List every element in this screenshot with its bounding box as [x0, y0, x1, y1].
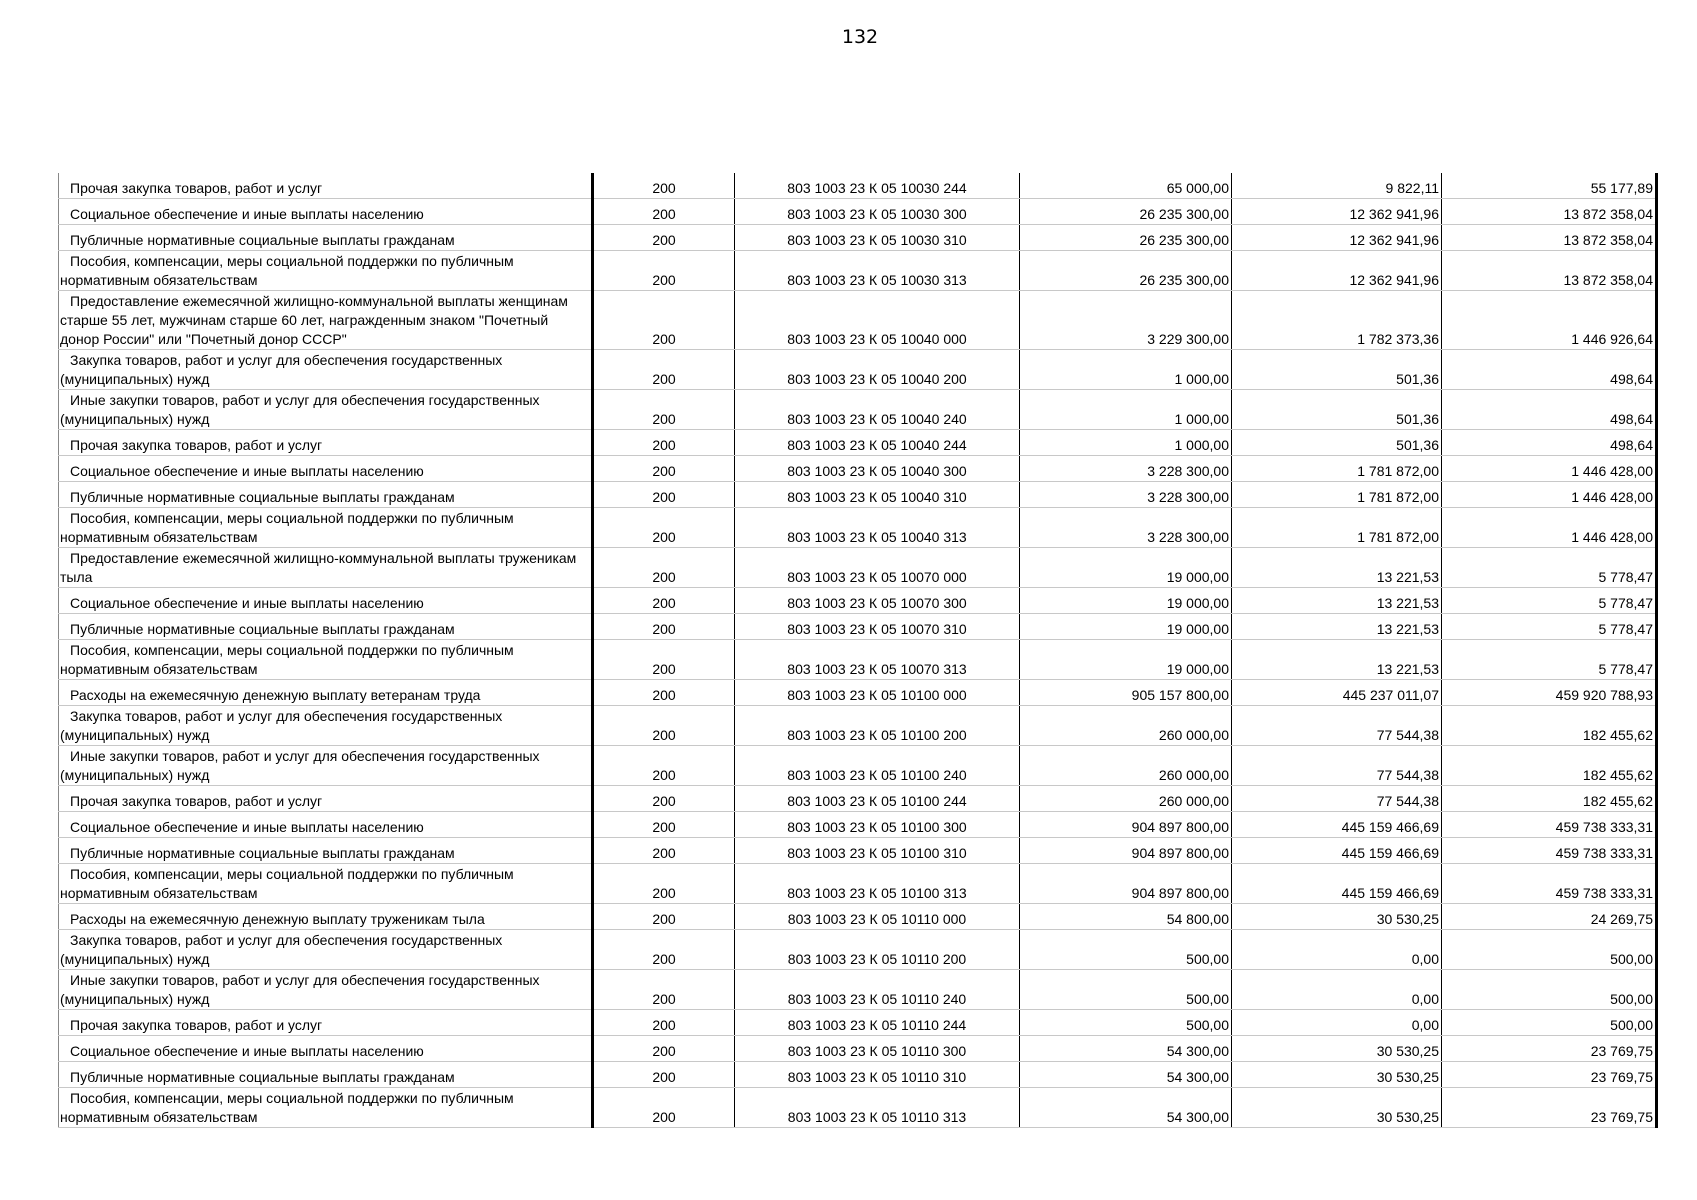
row-kbk-cell: 803 1003 23 К 05 10030 310	[735, 225, 1020, 251]
table-row	[59, 508, 1657, 548]
row-kbk-cell: 803 1003 23 К 05 10030 313	[735, 251, 1020, 291]
row-kbk-cell: 803 1003 23 К 05 10100 313	[735, 864, 1020, 904]
row-code-cell: 200	[593, 970, 735, 1010]
row-name-cell	[59, 864, 593, 904]
row-name-text: Социальное обеспечение и иные выплаты населению	[70, 595, 424, 611]
row-plan-cell: 904 897 800,00	[1020, 864, 1232, 904]
row-rest-cell: 55 177,89	[1442, 173, 1657, 199]
row-code-cell: 200	[593, 838, 735, 864]
row-name-cell	[59, 930, 593, 970]
row-name-cell	[59, 548, 593, 588]
row-name-text: Пособия, компенсации, меры социальной поддержки по публичным нормативным обязательствам	[60, 253, 514, 288]
row-kbk-cell: 803 1003 23 К 05 10040 310	[735, 482, 1020, 508]
row-kbk-cell: 803 1003 23 К 05 10070 300	[735, 588, 1020, 614]
table-row	[59, 864, 1657, 904]
row-name-cell	[59, 456, 593, 482]
table-row	[59, 746, 1657, 786]
row-exec-cell: 501,36	[1232, 390, 1442, 430]
row-plan-cell: 54 300,00	[1020, 1062, 1232, 1088]
row-name-cell	[59, 838, 593, 864]
row-code-cell: 200	[593, 291, 735, 350]
row-kbk-cell: 803 1003 23 К 05 10040 300	[735, 456, 1020, 482]
row-plan-cell: 54 300,00	[1020, 1036, 1232, 1062]
row-rest-cell: 182 455,62	[1442, 746, 1657, 786]
row-code-cell: 200	[593, 1062, 735, 1088]
row-name-cell	[59, 680, 593, 706]
row-exec-cell: 13 221,53	[1232, 548, 1442, 588]
table-row	[59, 706, 1657, 746]
row-code-cell: 200	[593, 199, 735, 225]
row-rest-cell: 459 920 788,93	[1442, 680, 1657, 706]
row-rest-cell: 1 446 428,00	[1442, 482, 1657, 508]
row-code-cell: 200	[593, 350, 735, 390]
table-row	[59, 640, 1657, 680]
row-kbk-cell: 803 1003 23 К 05 10040 240	[735, 390, 1020, 430]
row-name-cell	[59, 640, 593, 680]
row-code-cell: 200	[593, 706, 735, 746]
row-code-cell: 200	[593, 225, 735, 251]
table-row	[59, 1088, 1657, 1128]
row-exec-cell: 12 362 941,96	[1232, 199, 1442, 225]
row-code-cell: 200	[593, 456, 735, 482]
row-name-text: Закупка товаров, работ и услуг для обеспечения государственных (муниципальных) нужд	[60, 708, 503, 743]
table-row	[59, 456, 1657, 482]
row-plan-cell: 26 235 300,00	[1020, 251, 1232, 291]
table-row	[59, 291, 1657, 350]
row-name-cell	[59, 614, 593, 640]
row-rest-cell: 459 738 333,31	[1442, 812, 1657, 838]
row-kbk-cell: 803 1003 23 К 05 10110 313	[735, 1088, 1020, 1128]
row-exec-cell: 0,00	[1232, 970, 1442, 1010]
row-exec-cell: 13 221,53	[1232, 640, 1442, 680]
row-name-cell	[59, 1036, 593, 1062]
row-plan-cell: 19 000,00	[1020, 588, 1232, 614]
table-row	[59, 548, 1657, 588]
row-plan-cell: 54 800,00	[1020, 904, 1232, 930]
row-kbk-cell: 803 1003 23 К 05 10110 200	[735, 930, 1020, 970]
row-plan-cell: 3 228 300,00	[1020, 456, 1232, 482]
row-rest-cell: 498,64	[1442, 390, 1657, 430]
row-rest-cell: 5 778,47	[1442, 640, 1657, 680]
row-rest-cell: 23 769,75	[1442, 1062, 1657, 1088]
row-name-text: Предоставление ежемесячной жилищно-коммунальной выплаты женщинам старше 55 лет, мужчинам старше 60 лет, награжденным знаком "Почетный донор России" или "Почетный донор СССР"	[60, 293, 568, 347]
row-name-text: Социальное обеспечение и иные выплаты населению	[70, 819, 424, 835]
row-exec-cell: 1 781 872,00	[1232, 456, 1442, 482]
row-plan-cell: 500,00	[1020, 930, 1232, 970]
row-exec-cell: 77 544,38	[1232, 706, 1442, 746]
row-code-cell: 200	[593, 508, 735, 548]
row-name-cell	[59, 508, 593, 548]
row-plan-cell: 500,00	[1020, 1010, 1232, 1036]
row-code-cell: 200	[593, 482, 735, 508]
row-exec-cell: 1 781 872,00	[1232, 482, 1442, 508]
row-rest-cell: 1 446 428,00	[1442, 508, 1657, 548]
row-exec-cell: 30 530,25	[1232, 1036, 1442, 1062]
row-name-text: Публичные нормативные социальные выплаты гражданам	[70, 621, 455, 637]
row-rest-cell: 459 738 333,31	[1442, 864, 1657, 904]
row-rest-cell: 498,64	[1442, 430, 1657, 456]
row-name-cell	[59, 706, 593, 746]
row-exec-cell: 77 544,38	[1232, 786, 1442, 812]
row-rest-cell: 5 778,47	[1442, 588, 1657, 614]
row-rest-cell: 5 778,47	[1442, 614, 1657, 640]
row-name-cell	[59, 1010, 593, 1036]
row-exec-cell: 501,36	[1232, 350, 1442, 390]
row-exec-cell: 445 159 466,69	[1232, 812, 1442, 838]
table-row	[59, 970, 1657, 1010]
row-code-cell: 200	[593, 251, 735, 291]
row-plan-cell: 1 000,00	[1020, 390, 1232, 430]
row-rest-cell: 182 455,62	[1442, 786, 1657, 812]
row-name-text: Расходы на ежемесячную денежную выплату ветеранам труда	[70, 687, 481, 703]
row-name-cell	[59, 251, 593, 291]
row-name-cell	[59, 350, 593, 390]
table-row	[59, 930, 1657, 970]
row-plan-cell: 904 897 800,00	[1020, 838, 1232, 864]
table-row	[59, 588, 1657, 614]
row-code-cell: 200	[593, 588, 735, 614]
row-rest-cell: 5 778,47	[1442, 548, 1657, 588]
row-exec-cell: 9 822,11	[1232, 173, 1442, 199]
row-rest-cell: 24 269,75	[1442, 904, 1657, 930]
row-rest-cell: 13 872 358,04	[1442, 251, 1657, 291]
row-plan-cell: 19 000,00	[1020, 640, 1232, 680]
row-kbk-cell: 803 1003 23 К 05 10040 313	[735, 508, 1020, 548]
row-name-text: Закупка товаров, работ и услуг для обеспечения государственных (муниципальных) нужд	[60, 352, 503, 387]
row-name-text: Прочая закупка товаров, работ и услуг	[70, 180, 323, 196]
row-exec-cell: 0,00	[1232, 1010, 1442, 1036]
row-code-cell: 200	[593, 173, 735, 199]
table-row	[59, 173, 1657, 199]
row-name-cell	[59, 786, 593, 812]
table-row	[59, 614, 1657, 640]
row-name-text: Прочая закупка товаров, работ и услуг	[70, 437, 323, 453]
table-row	[59, 390, 1657, 430]
row-kbk-cell: 803 1003 23 К 05 10110 310	[735, 1062, 1020, 1088]
row-kbk-cell: 803 1003 23 К 05 10040 244	[735, 430, 1020, 456]
table-row	[59, 1010, 1657, 1036]
row-name-cell	[59, 588, 593, 614]
row-plan-cell: 26 235 300,00	[1020, 199, 1232, 225]
row-name-text: Пособия, компенсации, меры социальной поддержки по публичным нормативным обязательствам	[60, 642, 514, 677]
row-exec-cell: 30 530,25	[1232, 1088, 1442, 1128]
row-code-cell: 200	[593, 812, 735, 838]
row-name-cell	[59, 1088, 593, 1128]
row-name-cell	[59, 1062, 593, 1088]
row-exec-cell: 12 362 941,96	[1232, 225, 1442, 251]
row-rest-cell: 459 738 333,31	[1442, 838, 1657, 864]
row-name-text: Иные закупки товаров, работ и услуг для обеспечения государственных (муниципальных) нужд	[60, 392, 540, 427]
row-kbk-cell: 803 1003 23 К 05 10040 000	[735, 291, 1020, 350]
row-kbk-cell: 803 1003 23 К 05 10100 300	[735, 812, 1020, 838]
row-kbk-cell: 803 1003 23 К 05 10030 300	[735, 199, 1020, 225]
row-code-cell: 200	[593, 864, 735, 904]
row-rest-cell: 13 872 358,04	[1442, 199, 1657, 225]
row-rest-cell: 23 769,75	[1442, 1088, 1657, 1128]
row-name-text: Закупка товаров, работ и услуг для обеспечения государственных (муниципальных) нужд	[60, 932, 503, 967]
row-name-text: Иные закупки товаров, работ и услуг для обеспечения государственных (муниципальных) нужд	[60, 748, 540, 783]
row-exec-cell: 445 159 466,69	[1232, 864, 1442, 904]
row-plan-cell: 19 000,00	[1020, 614, 1232, 640]
row-plan-cell: 500,00	[1020, 970, 1232, 1010]
row-name-cell	[59, 482, 593, 508]
row-name-text: Пособия, компенсации, меры социальной поддержки по публичным нормативным обязательствам	[60, 866, 514, 901]
row-rest-cell: 13 872 358,04	[1442, 225, 1657, 251]
row-exec-cell: 77 544,38	[1232, 746, 1442, 786]
row-name-cell	[59, 225, 593, 251]
row-plan-cell: 260 000,00	[1020, 706, 1232, 746]
row-plan-cell: 1 000,00	[1020, 430, 1232, 456]
row-code-cell: 200	[593, 1036, 735, 1062]
row-exec-cell: 1 781 872,00	[1232, 508, 1442, 548]
row-kbk-cell: 803 1003 23 К 05 10110 000	[735, 904, 1020, 930]
row-kbk-cell: 803 1003 23 К 05 10100 244	[735, 786, 1020, 812]
table-row	[59, 838, 1657, 864]
table-row	[59, 786, 1657, 812]
row-code-cell: 200	[593, 430, 735, 456]
page-number: 132	[841, 26, 879, 48]
row-code-cell: 200	[593, 786, 735, 812]
table-row	[59, 199, 1657, 225]
row-code-cell: 200	[593, 614, 735, 640]
row-rest-cell: 500,00	[1442, 930, 1657, 970]
row-exec-cell: 1 782 373,36	[1232, 291, 1442, 350]
row-kbk-cell: 803 1003 23 К 05 10070 310	[735, 614, 1020, 640]
table-row	[59, 904, 1657, 930]
row-code-cell: 200	[593, 548, 735, 588]
row-name-text: Публичные нормативные социальные выплаты гражданам	[70, 489, 455, 505]
row-kbk-cell: 803 1003 23 К 05 10110 240	[735, 970, 1020, 1010]
row-name-text: Социальное обеспечение и иные выплаты населению	[70, 1043, 424, 1059]
row-name-cell	[59, 173, 593, 199]
row-name-text: Публичные нормативные социальные выплаты гражданам	[70, 845, 455, 861]
row-plan-cell: 26 235 300,00	[1020, 225, 1232, 251]
row-plan-cell: 904 897 800,00	[1020, 812, 1232, 838]
row-code-cell: 200	[593, 1010, 735, 1036]
row-name-text: Пособия, компенсации, меры социальной поддержки по публичным нормативным обязательствам	[60, 510, 514, 545]
row-kbk-cell: 803 1003 23 К 05 10100 000	[735, 680, 1020, 706]
row-plan-cell: 54 300,00	[1020, 1088, 1232, 1128]
row-rest-cell: 500,00	[1442, 1010, 1657, 1036]
table-row	[59, 680, 1657, 706]
row-code-cell: 200	[593, 746, 735, 786]
row-kbk-cell: 803 1003 23 К 05 10070 000	[735, 548, 1020, 588]
row-plan-cell: 3 228 300,00	[1020, 482, 1232, 508]
row-plan-cell: 3 229 300,00	[1020, 291, 1232, 350]
row-name-text: Прочая закупка товаров, работ и услуг	[70, 1017, 323, 1033]
row-exec-cell: 501,36	[1232, 430, 1442, 456]
row-name-cell	[59, 970, 593, 1010]
row-rest-cell: 23 769,75	[1442, 1036, 1657, 1062]
table-row	[59, 350, 1657, 390]
row-name-cell	[59, 812, 593, 838]
row-name-text: Пособия, компенсации, меры социальной поддержки по публичным нормативным обязательствам	[60, 1090, 514, 1125]
row-name-text: Расходы на ежемесячную денежную выплату труженикам тыла	[70, 911, 485, 927]
row-name-cell	[59, 746, 593, 786]
table-row	[59, 430, 1657, 456]
row-code-cell: 200	[593, 680, 735, 706]
row-code-cell: 200	[593, 640, 735, 680]
row-plan-cell: 260 000,00	[1020, 746, 1232, 786]
row-name-text: Публичные нормативные социальные выплаты гражданам	[70, 232, 455, 248]
row-kbk-cell: 803 1003 23 К 05 10030 244	[735, 173, 1020, 199]
row-plan-cell: 65 000,00	[1020, 173, 1232, 199]
row-name-text: Публичные нормативные социальные выплаты гражданам	[70, 1069, 455, 1085]
table-row	[59, 1036, 1657, 1062]
row-kbk-cell: 803 1003 23 К 05 10040 200	[735, 350, 1020, 390]
row-rest-cell: 1 446 926,64	[1442, 291, 1657, 350]
row-name-text: Иные закупки товаров, работ и услуг для обеспечения государственных (муниципальных) нужд	[60, 972, 540, 1007]
row-name-text: Социальное обеспечение и иные выплаты населению	[70, 206, 424, 222]
table-body	[59, 173, 1657, 1128]
row-plan-cell: 3 228 300,00	[1020, 508, 1232, 548]
row-plan-cell: 19 000,00	[1020, 548, 1232, 588]
row-exec-cell: 445 237 011,07	[1232, 680, 1442, 706]
row-plan-cell: 260 000,00	[1020, 786, 1232, 812]
row-code-cell: 200	[593, 390, 735, 430]
table-row	[59, 482, 1657, 508]
row-name-text: Прочая закупка товаров, работ и услуг	[70, 793, 323, 809]
row-code-cell: 200	[593, 904, 735, 930]
row-kbk-cell: 803 1003 23 К 05 10100 200	[735, 706, 1020, 746]
row-rest-cell: 182 455,62	[1442, 706, 1657, 746]
row-rest-cell: 1 446 428,00	[1442, 456, 1657, 482]
row-exec-cell: 30 530,25	[1232, 904, 1442, 930]
row-name-cell	[59, 430, 593, 456]
budget-table	[58, 173, 1658, 1128]
row-exec-cell: 13 221,53	[1232, 614, 1442, 640]
row-exec-cell: 445 159 466,69	[1232, 838, 1442, 864]
row-exec-cell: 0,00	[1232, 930, 1442, 970]
row-name-cell	[59, 291, 593, 350]
table-row	[59, 225, 1657, 251]
row-rest-cell: 500,00	[1442, 970, 1657, 1010]
table-row	[59, 812, 1657, 838]
row-kbk-cell: 803 1003 23 К 05 10070 313	[735, 640, 1020, 680]
row-name-cell	[59, 904, 593, 930]
row-name-cell	[59, 199, 593, 225]
row-rest-cell: 498,64	[1442, 350, 1657, 390]
row-name-cell	[59, 390, 593, 430]
row-code-cell: 200	[593, 930, 735, 970]
row-name-text: Предоставление ежемесячной жилищно-коммунальной выплаты труженикам тыла	[60, 550, 577, 585]
row-kbk-cell: 803 1003 23 К 05 10110 300	[735, 1036, 1020, 1062]
row-kbk-cell: 803 1003 23 К 05 10100 310	[735, 838, 1020, 864]
table-row	[59, 1062, 1657, 1088]
row-code-cell: 200	[593, 1088, 735, 1128]
row-exec-cell: 30 530,25	[1232, 1062, 1442, 1088]
row-plan-cell: 1 000,00	[1020, 350, 1232, 390]
row-exec-cell: 12 362 941,96	[1232, 251, 1442, 291]
row-exec-cell: 13 221,53	[1232, 588, 1442, 614]
table-row	[59, 251, 1657, 291]
row-name-text: Социальное обеспечение и иные выплаты населению	[70, 463, 424, 479]
row-plan-cell: 905 157 800,00	[1020, 680, 1232, 706]
row-kbk-cell: 803 1003 23 К 05 10100 240	[735, 746, 1020, 786]
row-kbk-cell: 803 1003 23 К 05 10110 244	[735, 1010, 1020, 1036]
